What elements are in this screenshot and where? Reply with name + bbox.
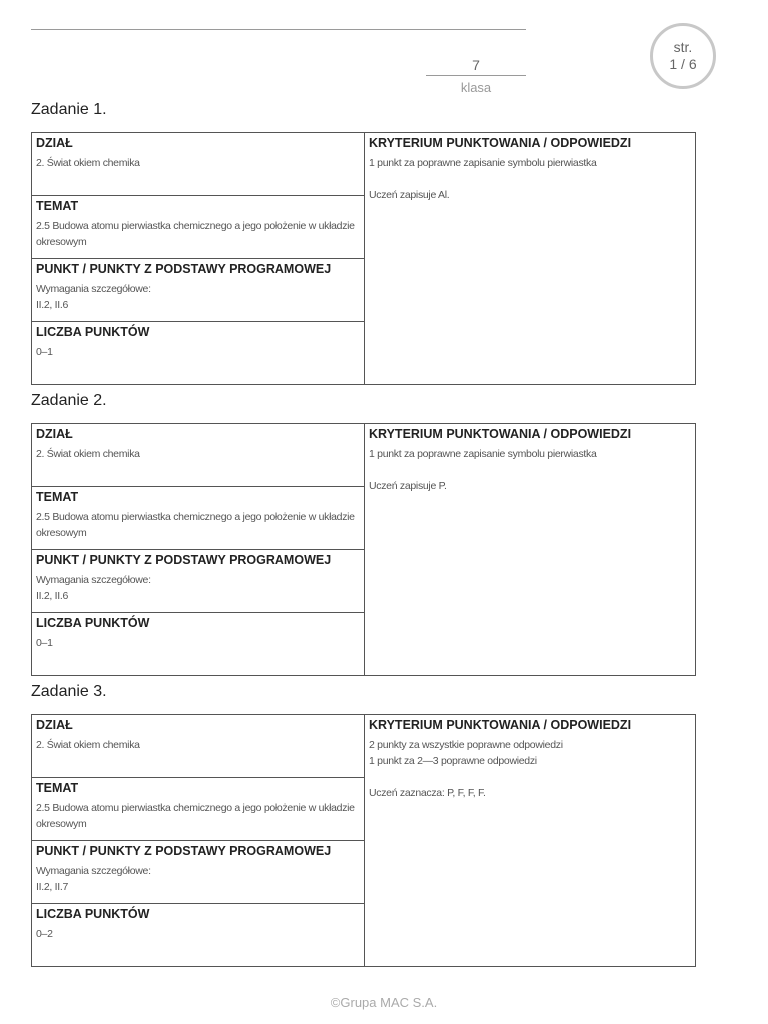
dzial-header: DZIAŁ [36, 718, 73, 732]
punkt-value-line2: II.2, II.7 [36, 881, 69, 893]
kryterium-line1: 1 punkt za poprawne zapisanie symbolu pierwiastka [369, 157, 597, 169]
task-details [32, 424, 365, 675]
kryterium-line2 [369, 462, 691, 478]
temat-value: 2.5 Budowa atomu pierwiastka chemicznego a jego położenie w układzie okresowym [36, 802, 355, 830]
dzial-value: 2. Świat okiem chemika [36, 157, 140, 169]
liczba-header: LICZBA PUNKTÓW [36, 907, 150, 921]
liczba-value: 0–1 [36, 346, 53, 358]
liczba-value: 0–2 [36, 928, 53, 940]
kryterium-line1: 2 punkty za wszystkie poprawne odpowiedzi [369, 739, 563, 751]
task-title: Zadanie 2. [31, 392, 107, 409]
liczba-value: 0–1 [36, 637, 53, 649]
temat-header: TEMAT [36, 781, 79, 795]
kryterium-cell [365, 424, 695, 675]
dzial-cell [32, 715, 364, 778]
kryterium-cell [365, 715, 695, 966]
dzial-value: 2. Świat okiem chemika [36, 448, 140, 460]
kryterium-header: KRYTERIUM PUNKTOWANIA / ODPOWIEDZI [369, 427, 632, 441]
task-title: Zadanie 3. [31, 683, 107, 700]
kryterium-line1: 1 punkt za poprawne zapisanie symbolu pierwiastka [369, 448, 597, 460]
punkt-header: PUNKT / PUNKTY Z PODSTAWY PROGRAMOWEJ [36, 262, 332, 276]
temat-cell [32, 196, 364, 259]
dzial-value: 2. Świat okiem chemika [36, 739, 140, 751]
dzial-header: DZIAŁ [36, 136, 73, 150]
liczba-header: LICZBA PUNKTÓW [36, 325, 150, 339]
dzial-header: DZIAŁ [36, 427, 73, 441]
liczba-cell [32, 613, 364, 675]
task-details [32, 715, 365, 966]
liczba-header: LICZBA PUNKTÓW [36, 616, 150, 630]
kryterium-line2: 1 punkt za 2—3 poprawne odpowiedzi [369, 755, 537, 767]
punkt-value-line2: II.2, II.6 [36, 590, 69, 602]
temat-value: 2.5 Budowa atomu pierwiastka chemicznego a jego położenie w układzie okresowym [36, 220, 355, 248]
class-label: klasa [460, 80, 492, 95]
task-table [31, 714, 696, 967]
page-indicator [650, 23, 716, 89]
answer: Uczeń zaznacza: P, F, F, F. [369, 787, 486, 799]
kryterium-cell [365, 133, 695, 384]
task-table [31, 132, 696, 385]
temat-cell [32, 778, 364, 841]
punkt-value-line2: II.2, II.6 [36, 299, 69, 311]
punkt-header: PUNKT / PUNKTY Z PODSTAWY PROGRAMOWEJ [36, 844, 332, 858]
page-label: str. [673, 39, 693, 55]
punkt-value-line1: Wymagania szczegółowe: [36, 865, 151, 877]
temat-header: TEMAT [36, 199, 79, 213]
punkt-cell [32, 841, 364, 904]
answer: Uczeń zapisuje Al. [369, 189, 450, 201]
kryterium-header: KRYTERIUM PUNKTOWANIA / ODPOWIEDZI [369, 136, 632, 150]
kryterium-line2 [369, 171, 691, 187]
dzial-cell [32, 133, 364, 196]
punkt-header: PUNKT / PUNKTY Z PODSTAWY PROGRAMOWEJ [36, 553, 332, 567]
footer-copyright: ©Grupa MAC S.A. [330, 995, 438, 1010]
temat-cell [32, 487, 364, 550]
punkt-value-line1: Wymagania szczegółowe: [36, 283, 151, 295]
name-line [31, 29, 526, 30]
task-title: Zadanie 1. [31, 101, 107, 118]
page-number: 1 / 6 [669, 56, 697, 72]
liczba-cell [32, 322, 364, 384]
task-details [32, 133, 365, 384]
punkt-cell [32, 550, 364, 613]
class-value: 7 [472, 57, 480, 73]
temat-header: TEMAT [36, 490, 79, 504]
liczba-cell [32, 904, 364, 966]
kryterium-header: KRYTERIUM PUNKTOWANIA / ODPOWIEDZI [369, 718, 632, 732]
answer: Uczeń zapisuje P. [369, 480, 447, 492]
dzial-cell [32, 424, 364, 487]
temat-value: 2.5 Budowa atomu pierwiastka chemicznego a jego położenie w układzie okresowym [36, 511, 355, 539]
class-line [426, 75, 526, 76]
punkt-cell [32, 259, 364, 322]
spacer [369, 769, 691, 785]
punkt-value-line1: Wymagania szczegółowe: [36, 574, 151, 586]
task-table [31, 423, 696, 676]
